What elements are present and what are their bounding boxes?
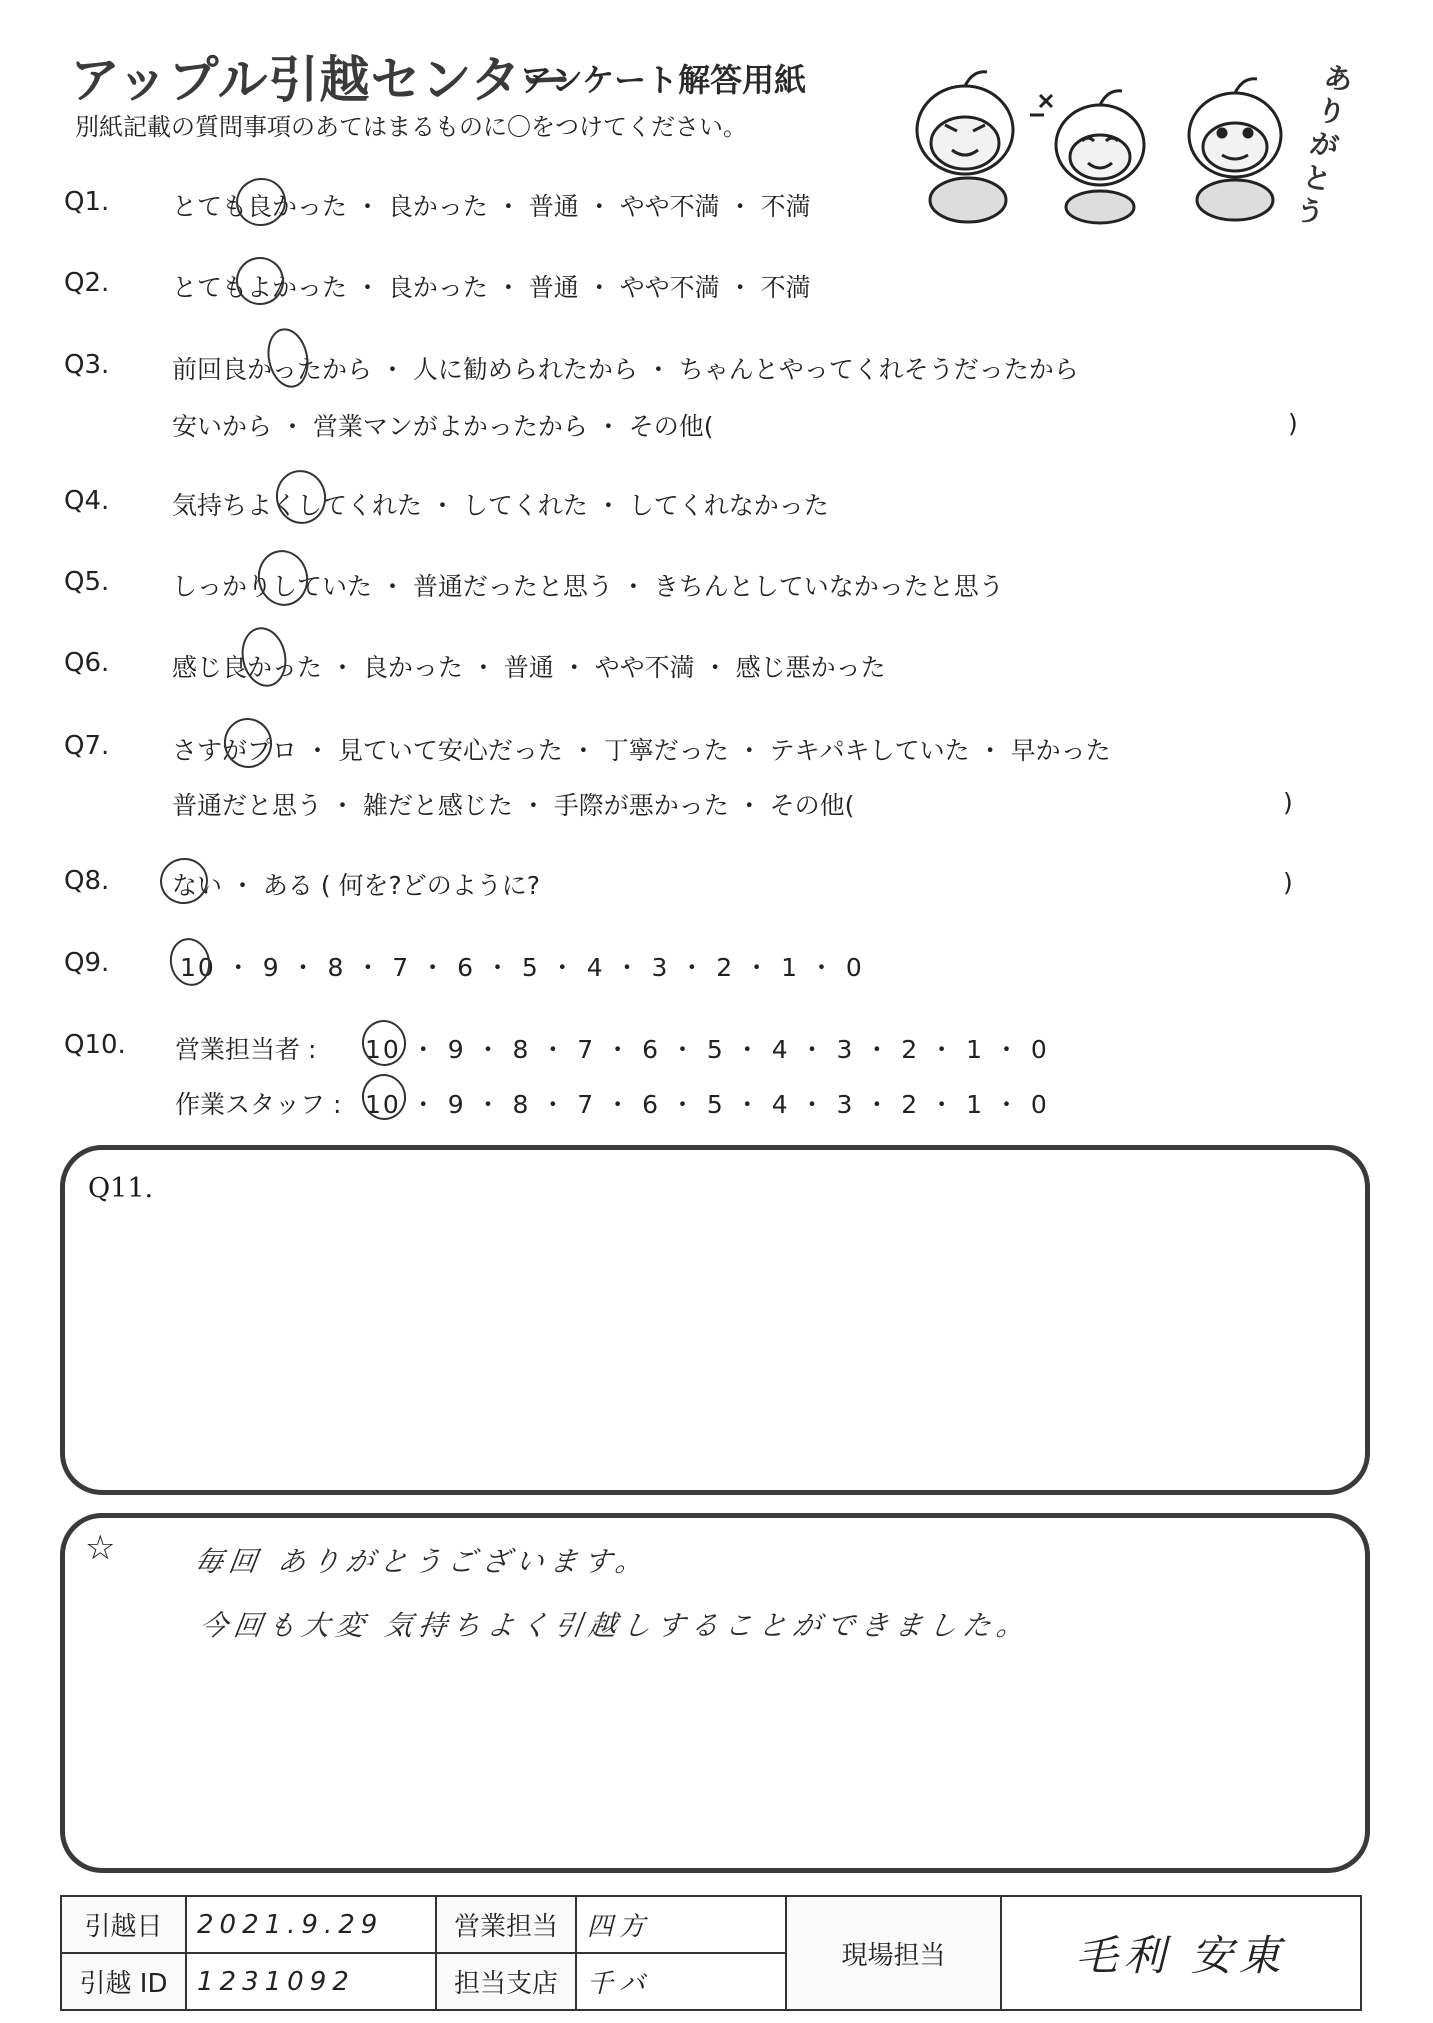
q10-sales-scale: 10 ・ 9 ・ 8 ・ 7 ・ 6 ・ 5 ・ 4 ・ 3 ・ 2 ・ 1 ・ 0 [365,1035,1049,1064]
move-date-value: 2021.9.29 [186,1896,436,1953]
q8-options: ない ・ ある ( 何を?どのように? [172,871,541,900]
q3-options-line2: 安いから ・ 営業マンがよかったから ・ その他( [172,412,714,441]
q7-options-line2: 普通だと思う ・ 雑だと感じた ・ 手際が悪かった ・ その他( [172,791,855,820]
q2-label: Q2. [64,268,110,298]
q8-close-paren: ) [1283,868,1293,897]
q5-label: Q5. [64,567,110,597]
q1-label: Q1. [64,187,110,217]
q11-answer-box [60,1145,1370,1495]
branch-value: 千バ [576,1953,786,2010]
q4-options: 気持ちよくしてくれた ・ してくれた ・ してくれなかった [172,491,829,520]
q6-options: 感じ良かった ・ 良かった ・ 普通 ・ やや不満 ・ 感じ悪かった [172,653,886,682]
move-date-label: 引越日 [61,1896,186,1953]
comment-line-2: 今回も大変 気持ちよく引越しすることができました。 [197,1609,1034,1642]
q3-label: Q3. [64,350,110,380]
move-id-label: 引越 ID [61,1953,186,2010]
q7-label: Q7. [64,731,110,761]
q9-scale: 10 ・ 9 ・ 8 ・ 7 ・ 6 ・ 5 ・ 4 ・ 3 ・ 2 ・ 1 ・ 0 [180,953,864,982]
survey-subtitle: アンケート解答用紙 [520,61,807,99]
thanks-text: ありがとう [1292,59,1356,231]
q5-options: しっかりしていた ・ 普通だったと思う ・ きちんとしていなかったと思う [172,572,1004,601]
sales-rep-label: 営業担当 [436,1896,576,1953]
q7-options-line1: さすがプロ ・ 見ていて安心だった ・ 丁寧だった ・ テキパキしていた ・ 早かった [172,736,1111,765]
site-staff-value: 毛利 安東 [1001,1896,1361,2010]
sales-rep-value: 四方 [576,1896,786,1953]
q10-sales-label: 営業担当者 : [175,1035,317,1064]
branch-label: 担当支店 [436,1953,576,2010]
survey-title: アップル引越センター [70,51,573,109]
q9-label: Q9. [64,948,110,978]
q6-label: Q6. [64,648,110,678]
footer-info-table [60,1895,1362,2011]
q7-close-paren: ) [1283,788,1293,817]
q10-label: Q10. [64,1030,126,1060]
q11-label: Q11. [88,1173,154,1204]
q4-label: Q4. [64,486,110,516]
instruction-text: 別紙記載の質問事項のあてはまるものに〇をつけてください。 [75,113,747,141]
q10-staff-scale: 10 ・ 9 ・ 8 ・ 7 ・ 6 ・ 5 ・ 4 ・ 3 ・ 2 ・ 1 ・ 0 [365,1090,1049,1119]
q8-label: Q8. [64,866,110,896]
q2-options: とてもよかった ・ 良かった ・ 普通 ・ やや不満 ・ 不満 [172,273,811,302]
q3-options-line1: 前回良かったから ・ 人に勧められたから ・ ちゃんとやってくれそうだったから [172,355,1079,384]
q3-close-paren: ) [1288,409,1298,438]
q10-staff-label: 作業スタッフ : [175,1090,342,1119]
q1-options: とても良かった ・ 良かった ・ 普通 ・ やや不満 ・ 不満 [172,192,811,221]
move-id-value: 1231092 [186,1953,436,2010]
comment-line-1: 毎回 ありがとうございます。 [192,1545,652,1578]
site-staff-label: 現場担当 [786,1896,1001,2010]
star-icon: ☆ [85,1528,116,1568]
mascot-monkeys-illustration [890,55,1310,225]
